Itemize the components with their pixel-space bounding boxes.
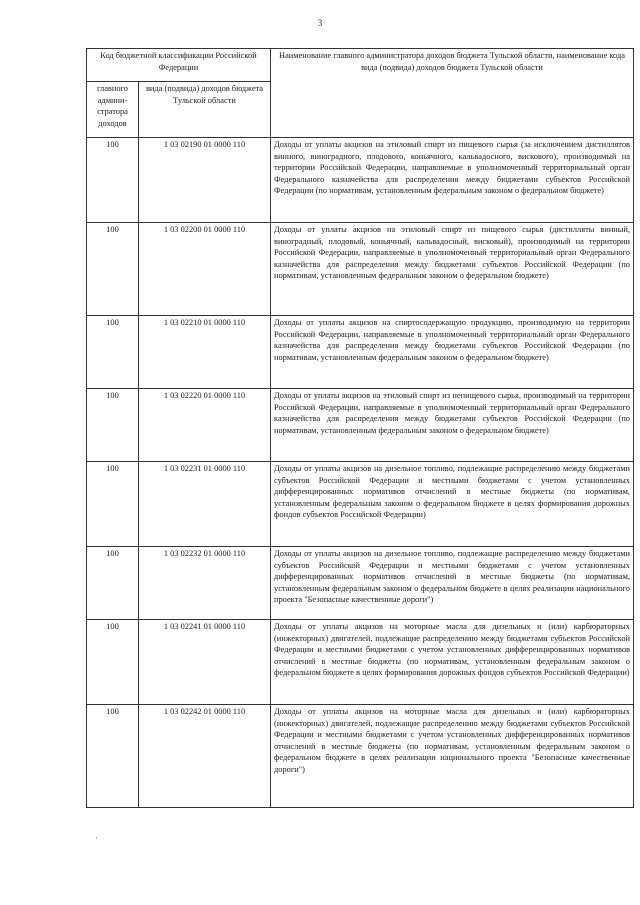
admin-code-cell: 100 xyxy=(87,462,139,547)
admin-code-cell: 100 xyxy=(87,547,139,620)
table-row xyxy=(87,547,634,620)
revenue-code-cell: 1 03 02241 01 0000 110 xyxy=(139,620,271,705)
revenue-name-cell: Доходы от уплаты акцизов на этиловый спирт из непищевого сырья, производимый на территории Российской Федерации, направляемые в уполномоченный территориальный орган Федерального казначейства для распределения между бюджетами субъектов Российской Федерации (по нормативам, установленным федеральным законом о федеральном бюджете) xyxy=(271,389,634,462)
table-row xyxy=(87,389,634,462)
revenue-code-cell: 1 03 02231 01 0000 110 xyxy=(139,462,271,547)
revenue-name-cell: Доходы от уплаты акцизов на моторные масла для дизельных и (или) карбюраторных (инжекторных) двигателей, подлежащие распределению между бюджетами субъектов Российской Федерации и местными бюджетами с учетом установленных дифференцированных нормативов отчислений в местные бюджеты (по нормативам, установленным федеральным законом о федеральном бюджете в целях реализации национального проекта "Безопасные качественные дороги") xyxy=(271,705,634,808)
revenue-name-cell: Доходы от уплаты акцизов на этиловый спирт из пищевого сырья (за исключением дистиллятов винного, виноградного, плодового, коньячного, кальвадосного, вискового), производимый на территории Российской Федерации, направляемые в уполномоченный территориальный орган Федерального казначейства для распределения между бюджетами субъектов Российской Федерации (по нормативам, установленным федеральным законом о федеральном бюджете) xyxy=(271,138,634,223)
table-row xyxy=(87,620,634,705)
revenue-code-cell: 1 03 02242 01 0000 110 xyxy=(139,705,271,808)
name-header: Наименование главного администратора доходов бюджета Тульской области, наименование кода вида (подвида) доходов бюджета Тульской области xyxy=(271,49,634,138)
revenue-name-cell: Доходы от уплаты акцизов на моторные масла для дизельных и (или) карбюраторных (инжекторных) двигателей, подлежащие распределению между бюджетами субъектов Российской Федерации и местными бюджетами с учетом установленных дифференцированных нормативов отчислений в местные бюджеты (по нормативам, установленным федеральным законом о федеральном бюджете в целях формирования дорожных фондов субъектов Российской Федерации) xyxy=(271,620,634,705)
admin-code-cell: 100 xyxy=(87,389,139,462)
table-row xyxy=(87,705,634,808)
table-row xyxy=(87,462,634,547)
revenue-code-cell: 1 03 02232 01 0000 110 xyxy=(139,547,271,620)
admin-column-header: главного админи-стратора доходов xyxy=(87,82,139,138)
revenue-name-cell: Доходы от уплаты акцизов на дизельное топливо, подлежащие распределению между бюджетами субъектов Российской Федерации и местными бюджетами с учетом установленных дифференцированных нормативов отчислений в местные бюджеты (по нормативам, установленным федеральным законом о федеральном бюджете в целях реализации национального проекта "Безопасные качественные дороги") xyxy=(271,547,634,620)
revenue-name-cell: Доходы от уплаты акцизов на дизельное топливо, подлежащие распределению между бюджетами субъектов Российской Федерации и местными бюджетами с учетом установленных дифференцированных нормативов отчислений в местные бюджеты (по нормативам, установленным федеральным законом о федеральном бюджете в целях формирования дорожных фондов субъектов Российской Федерации) xyxy=(271,462,634,547)
admin-code-cell: 100 xyxy=(87,223,139,316)
table-row xyxy=(87,316,634,389)
admin-code-cell: 100 xyxy=(87,138,139,223)
table-row xyxy=(87,138,634,223)
kbk-header: Код бюджетной классификации Российской Федерации xyxy=(87,49,271,82)
revenue-name-cell: Доходы от уплаты акцизов на этиловый спирт из пищевого сырья (дистилляты винный, виноградный, плодовый, коньячный, кальвадосный, висковый), производимый на территории Российской Федерации, направляемые в уполномоченный территориальный орган Федерального казначейства для распределения между бюджетами субъектов Российской Федерации (по нормативам, установленным федеральным законом о федеральном бюджете) xyxy=(271,223,634,316)
revenue-code-cell: 1 03 02200 01 0000 110 xyxy=(139,223,271,316)
page-number: 3 xyxy=(317,18,323,28)
revenue-classification-table xyxy=(86,48,634,808)
scan-mark: · xyxy=(95,833,98,843)
table-row xyxy=(87,223,634,316)
admin-code-cell: 100 xyxy=(87,705,139,808)
code-column-header: вида (подвида) доходов бюджета Тульской области xyxy=(139,82,271,138)
admin-code-cell: 100 xyxy=(87,316,139,389)
revenue-code-cell: 1 03 02220 01 0000 110 xyxy=(139,389,271,462)
revenue-code-cell: 1 03 02210 01 0000 110 xyxy=(139,316,271,389)
admin-code-cell: 100 xyxy=(87,620,139,705)
revenue-name-cell: Доходы от уплаты акцизов на спиртосодержащую продукцию, производимую на территории Российской Федерации, направляемые в уполномоченный территориальный орган Федерального казначейства для распределения между бюджетами субъектов Российской Федерации (по нормативам, установленным федеральным законом о федеральном бюджете) xyxy=(271,316,634,389)
revenue-code-cell: 1 03 02190 01 0000 110 xyxy=(139,138,271,223)
